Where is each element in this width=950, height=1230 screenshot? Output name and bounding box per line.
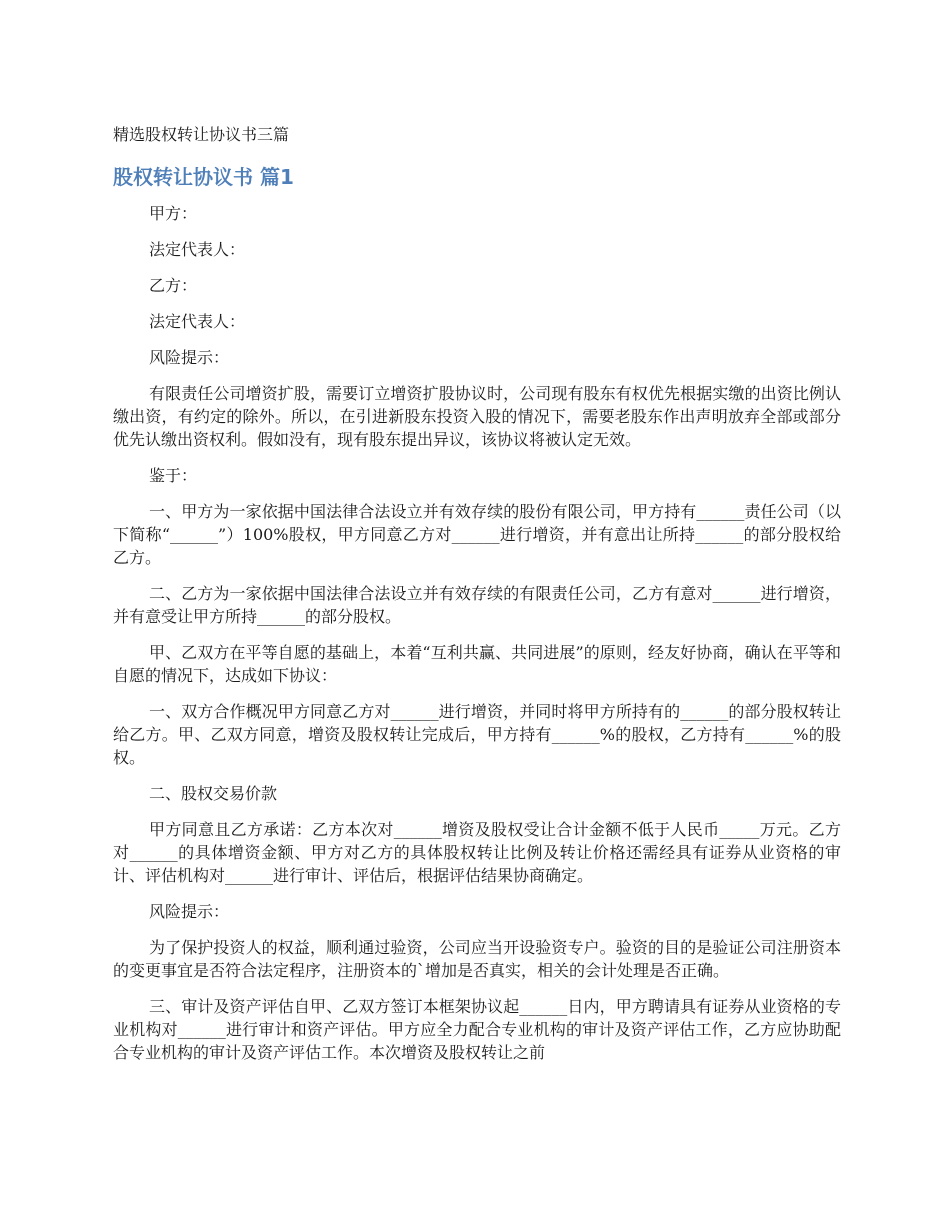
section-heading: 股权转让协议书 篇1 <box>113 165 294 189</box>
paragraph: 二、乙方为一家依据中国法律合法设立并有效存续的有限责任公司，乙方有意对______进行增资，并有意受让甲方所持______的部分股权。 <box>113 584 841 626</box>
risk-notice-label: 风险提示： <box>149 348 230 367</box>
risk-notice-label: 风险提示： <box>149 902 230 921</box>
party-a-representative-label: 法定代表人： <box>149 240 246 259</box>
party-b-representative-label: 法定代表人： <box>149 312 246 331</box>
document-title: 精选股权转让协议书三篇 <box>113 125 290 144</box>
paragraph: 甲方同意且乙方承诺：乙方本次对______增资及股权受让合计金额不低于人民币_____万元。乙方对______的具体增资金额、甲方对乙方的具体股权转让比例及转让价格还需经具有证券从业资格的审计、评估机构对______进行审计、评估后，根据评估结果协商确定。 <box>113 820 841 885</box>
party-a-label: 甲方： <box>149 204 198 223</box>
paragraph: 三、审计及资产评估自甲、乙双方签订本框架协议起______日内，甲方聘请具有证券从业资格的专业机构对______进行审计和资产评估。甲方应全力配合专业机构的审计及资产评估工作，乙方应协助配合专业机构的审计及资产评估工作。本次增资及股权转让之前 <box>113 997 841 1062</box>
party-b-label: 乙方： <box>149 276 198 295</box>
document-body <box>113 202 841 1077</box>
paragraph: 甲、乙双方在平等自愿的基础上，本着“互利共赢、共同进展”的原则，经友好协商，确认在平等和自愿的情况下，达成如下协议： <box>113 643 841 685</box>
whereas-label: 鉴于： <box>149 466 198 485</box>
paragraph: 一、甲方为一家依据中国法律合法设立并有效存续的股份有限公司，甲方持有______责任公司（以下简称“______”）100%股权，甲方同意乙方对______进行增资，并有意出让所持______的部分股权给乙方。 <box>113 502 841 567</box>
clause-heading: 二、股权交易价款 <box>149 784 278 803</box>
paragraph: 一、双方合作概况甲方同意乙方对______进行增资，并同时将甲方所持有的______的部分股权转让给乙方。甲、乙双方同意，增资及股权转让完成后，甲方持有______%的股权，乙方持有______%的股权。 <box>113 702 841 767</box>
paragraph: 为了保护投资人的权益，顺利通过验资，公司应当开设验资专户。验资的目的是验证公司注册资本的变更事宜是否符合法定程序，注册资本的`增加是否真实，相关的会计处理是否正确。 <box>113 938 841 980</box>
paragraph: 有限责任公司增资扩股，需要订立增资扩股协议时，公司现有股东有权优先根据实缴的出资比例认缴出资，有约定的除外。所以，在引进新股东投资入股的情况下，需要老股东作出声明放弃全部或部分优先认缴出资权利。假如没有，现有股东提出异议，该协议将被认定无效。 <box>113 384 841 449</box>
